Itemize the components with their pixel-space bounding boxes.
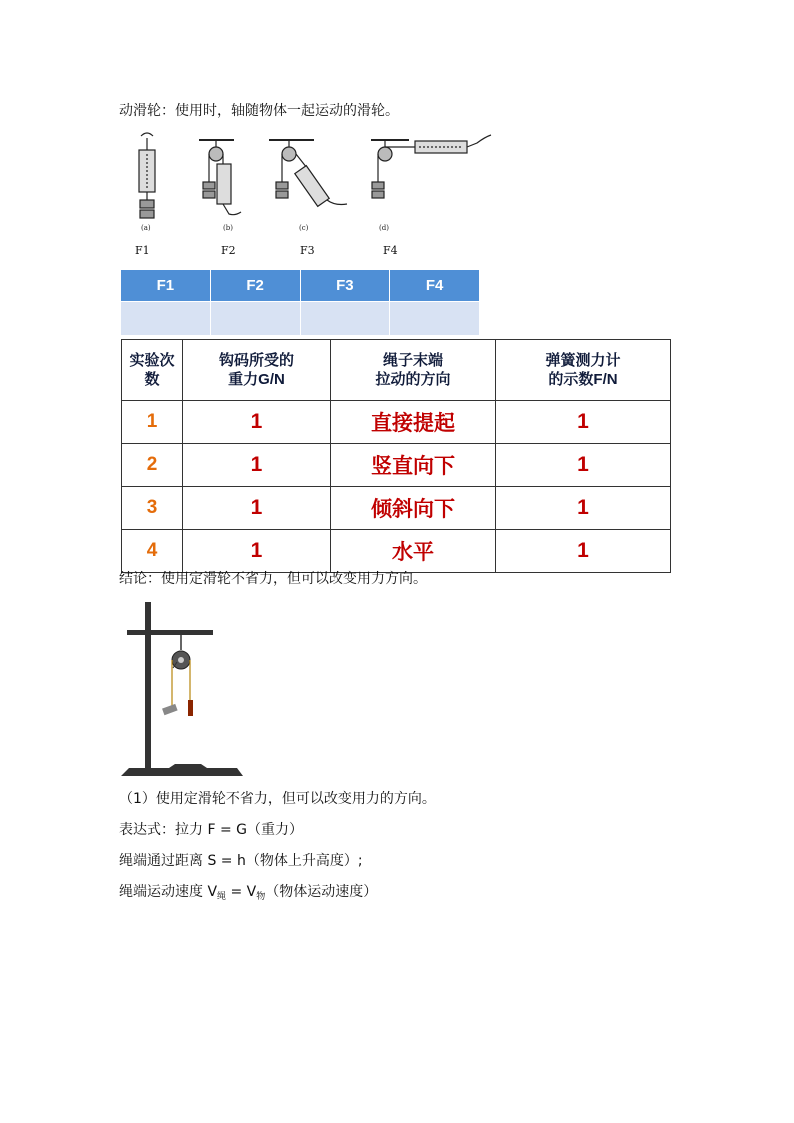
force-table-header-cell: F4 [390, 270, 480, 302]
header-reading: 弹簧测力计 的示数F/N [496, 340, 671, 401]
subscript-object: 物 [256, 892, 266, 902]
fixed-pulley-stand-figure [119, 600, 249, 780]
figure-label-f3: F3 [300, 244, 315, 257]
speed-note: （物体运动速度） [265, 884, 378, 900]
reading-value: 1 [496, 530, 671, 573]
weight-value: 1 [183, 444, 331, 487]
trial-number: 4 [122, 530, 183, 573]
figure-label-f1: F1 [135, 244, 150, 257]
force-table-cell [390, 302, 480, 336]
weight-value: 1 [183, 487, 331, 530]
conclusion-text: 结论：使用定滑轮不省力，但可以改变用力方向。 [119, 571, 427, 587]
force-table-row [121, 302, 480, 336]
text-line-4 [119, 883, 377, 906]
figure-label-f4: F4 [383, 244, 398, 257]
force-table-cell [300, 302, 390, 336]
pull-direction: 直接提起 [331, 401, 496, 444]
figure-label-f2: F2 [221, 244, 236, 257]
weight-value: 1 [183, 401, 331, 444]
text-line-3: 绳端通过距离 S = h（物体上升高度）; [119, 853, 363, 869]
header-weight: 钩码所受的 重力G/N [183, 340, 331, 401]
text-line-2: 表达式：拉力 F = G（重力） [119, 822, 303, 838]
text-line-1: （1）使用定滑轮不省力，但可以改变用力的方向。 [119, 791, 436, 807]
experiment-row [122, 530, 671, 573]
panel-label-c: (c) [299, 224, 309, 232]
subscript-rope: 绳 [217, 892, 227, 902]
reading-value: 1 [496, 487, 671, 530]
experiment-row [122, 487, 671, 530]
pulley-experiment-figure [119, 128, 499, 240]
force-table-header [121, 270, 480, 302]
intro-text: 动滑轮：使用时，轴随物体一起运动的滑轮。 [119, 103, 399, 119]
trial-number: 3 [122, 487, 183, 530]
experiment-table [121, 339, 671, 573]
panel-label-a: (a) [141, 224, 151, 232]
reading-value: 1 [496, 401, 671, 444]
pull-direction: 倾斜向下 [331, 487, 496, 530]
force-table-cell [210, 302, 300, 336]
force-table-header-cell: F2 [210, 270, 300, 302]
weight-value: 1 [183, 530, 331, 573]
pull-direction: 水平 [331, 530, 496, 573]
experiment-row [122, 444, 671, 487]
panel-label-b: (b) [223, 224, 233, 232]
force-table-header-cell: F1 [121, 270, 211, 302]
force-table-cell [121, 302, 211, 336]
force-table [120, 269, 480, 336]
experiment-table-header [122, 340, 671, 401]
speed-equals: = V [226, 884, 257, 900]
trial-number: 2 [122, 444, 183, 487]
trial-number: 1 [122, 401, 183, 444]
force-table-header-cell: F3 [300, 270, 390, 302]
experiment-row [122, 401, 671, 444]
panel-label-d: (d) [379, 224, 389, 232]
header-direction: 绳子末端 拉动的方向 [331, 340, 496, 401]
header-trial: 实验次 数 [122, 340, 183, 401]
pull-direction: 竖直向下 [331, 444, 496, 487]
speed-label: 绳端运动速度 V [119, 884, 218, 900]
reading-value: 1 [496, 444, 671, 487]
